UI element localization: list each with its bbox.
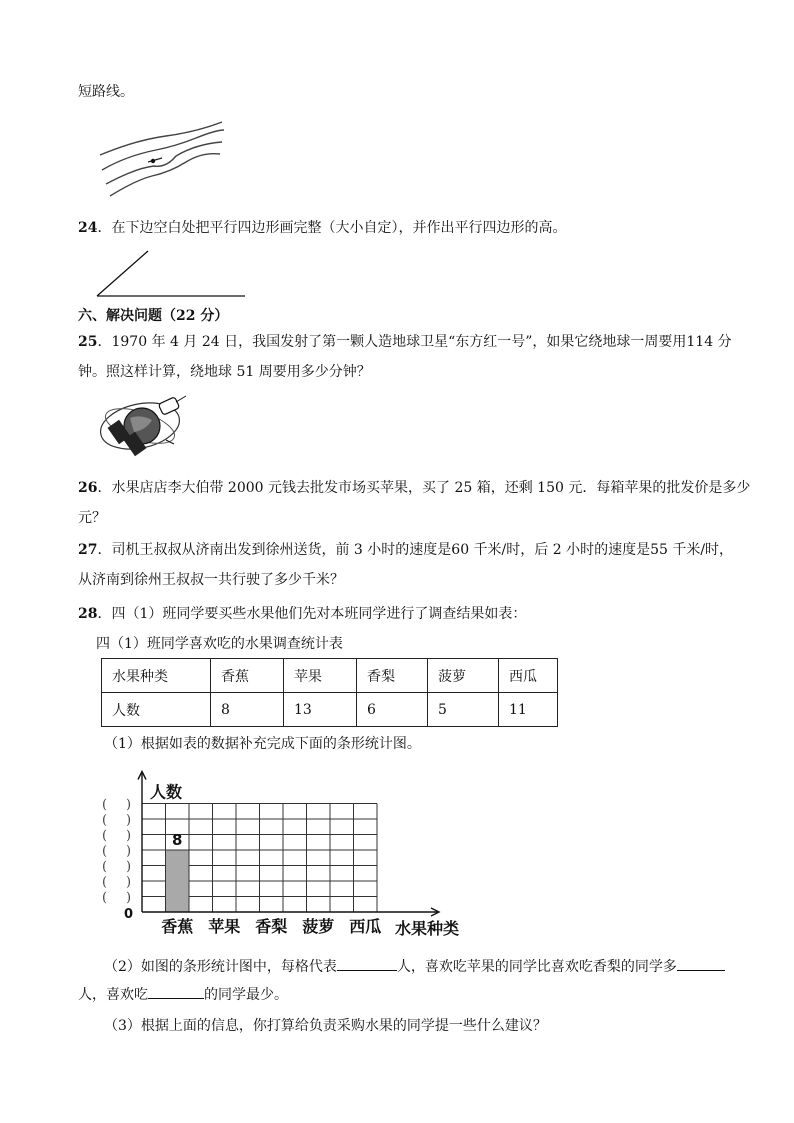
table-header-row <box>102 659 558 693</box>
question-26-line2: 元？ <box>78 510 106 526</box>
question-text: ．司机王叔叔从济南出发到徐州送货，前 3 小时的速度是60 千米/时，后 2 小时的速度是55 千米/时， <box>97 542 734 558</box>
question-text: ．水果店店李大伯带 2000 元钱去批发市场买苹果，买了 25 箱，还剩 150 元．每箱苹果的批发价是多少 <box>97 480 751 496</box>
table-cell: 5 <box>428 693 499 727</box>
x-tick-label: 菠萝 <box>302 917 335 936</box>
x-tick-label: 西瓜 <box>349 917 382 936</box>
bar <box>166 850 190 912</box>
question-number: 25 <box>78 334 98 350</box>
table-cell: 水果种类 <box>102 659 211 693</box>
table-cell: 菠萝 <box>428 659 499 693</box>
blank-scale-mark: ) <box>126 875 132 890</box>
river-path-figure <box>96 110 226 202</box>
blank-scale-mark: ) <box>126 844 132 859</box>
question-27-line1 <box>78 540 733 560</box>
question-24 <box>78 218 566 238</box>
x-tick-label: 香蕉 <box>161 917 194 936</box>
fruit-survey-table <box>101 658 558 727</box>
bar-chart <box>90 760 510 940</box>
x-tick-label: 香梨 <box>255 917 288 936</box>
chart-marks <box>166 850 190 912</box>
table-cell: 13 <box>284 693 357 727</box>
blank-scale-mark: ( <box>102 828 108 844</box>
table-cell: 6 <box>357 693 428 727</box>
sub-question-2-text-b: 人，喜欢吃苹果的同学比喜欢吃香梨的同学多 <box>396 959 677 975</box>
question-number: 26 <box>78 480 98 496</box>
blank-scale-mark: ) <box>126 859 132 875</box>
question-25-line1 <box>78 332 732 352</box>
answer-blank-least-fruit[interactable] <box>148 984 204 999</box>
question-text: ．在下边空白处把平行四边形画完整（大小自定），并作出平行四边形的高。 <box>97 220 567 236</box>
table-title: 四（1）班同学喜欢吃的水果调查统计表 <box>96 636 343 652</box>
sub-question-3: （3）根据上面的信息，你打算给负责采购水果的同学提一些什么建议？ <box>104 1018 547 1034</box>
table-cell: 人数 <box>102 693 211 727</box>
question-number: 28 <box>78 606 98 622</box>
table-cell: 香梨 <box>357 659 428 693</box>
sub-question-2-text-c: 人，喜欢吃 <box>78 987 148 1003</box>
blank-scale-mark: ) <box>126 797 132 813</box>
origin-label: 0 <box>124 907 134 922</box>
sub-question-1: （1）根据如表的数据补充完成下面的条形统计图。 <box>104 736 421 752</box>
blank-scale-mark: ( <box>102 813 108 828</box>
table-row <box>102 693 558 727</box>
blank-scale-mark: ) <box>126 828 132 844</box>
question-text: ．四（1）班同学要买些水果他们先对本班同学进行了调查结果如表： <box>97 606 527 622</box>
question-26-line1 <box>78 478 750 498</box>
blank-scale-mark: ( <box>102 859 108 875</box>
x-tick-label: 苹果 <box>208 917 241 936</box>
table-cell: 8 <box>211 693 284 727</box>
intro-tail-text: 短路线。 <box>78 84 134 100</box>
answer-blank-per-cell[interactable] <box>337 956 397 971</box>
bar-data-label: 8 <box>172 831 183 849</box>
question-text: ．1970 年 4 月 24 日，我国发射了第一颗人造地球卫星“东方红一号”，如果它绕地球一周要用114 分 <box>97 334 732 350</box>
blank-scale-mark: ) <box>126 813 132 828</box>
sub-question-2-line1 <box>104 956 725 977</box>
table-cell: 苹果 <box>284 659 357 693</box>
table-cell: 香蕉 <box>211 659 284 693</box>
question-28 <box>78 604 526 624</box>
question-number: 27 <box>78 542 98 558</box>
table-cell: 西瓜 <box>499 659 558 693</box>
section-title: 六、解决问题（22 分） <box>78 308 229 324</box>
blank-scale-mark: ) <box>126 890 132 906</box>
blank-scale-mark: ( <box>102 797 108 813</box>
answer-blank-difference[interactable] <box>677 956 725 971</box>
table-cell: 11 <box>499 693 558 727</box>
chart-text <box>102 783 459 939</box>
sub-question-2-line2 <box>78 984 288 1005</box>
blank-scale-mark: ( <box>102 890 108 906</box>
blank-scale-mark: ( <box>102 875 108 890</box>
question-number: 24 <box>78 220 98 236</box>
question-27-line2: 从济南到徐州王叔叔一共行驶了多少千米？ <box>78 572 344 588</box>
parallelogram-partial-figure <box>92 248 252 300</box>
y-axis-label: 人数 <box>150 782 183 802</box>
sub-question-2-text-d: 的同学最少。 <box>204 987 288 1003</box>
sub-question-2-text-a: （2）如图的条形统计图中，每格代表 <box>104 959 337 975</box>
x-axis-label: 水果种类 <box>395 919 460 938</box>
satellite-figure <box>96 392 192 460</box>
question-25-line2: 钟。照这样计算，绕地球 51 周要用多少分钟？ <box>78 364 371 380</box>
blank-scale-mark: ( <box>102 844 108 859</box>
